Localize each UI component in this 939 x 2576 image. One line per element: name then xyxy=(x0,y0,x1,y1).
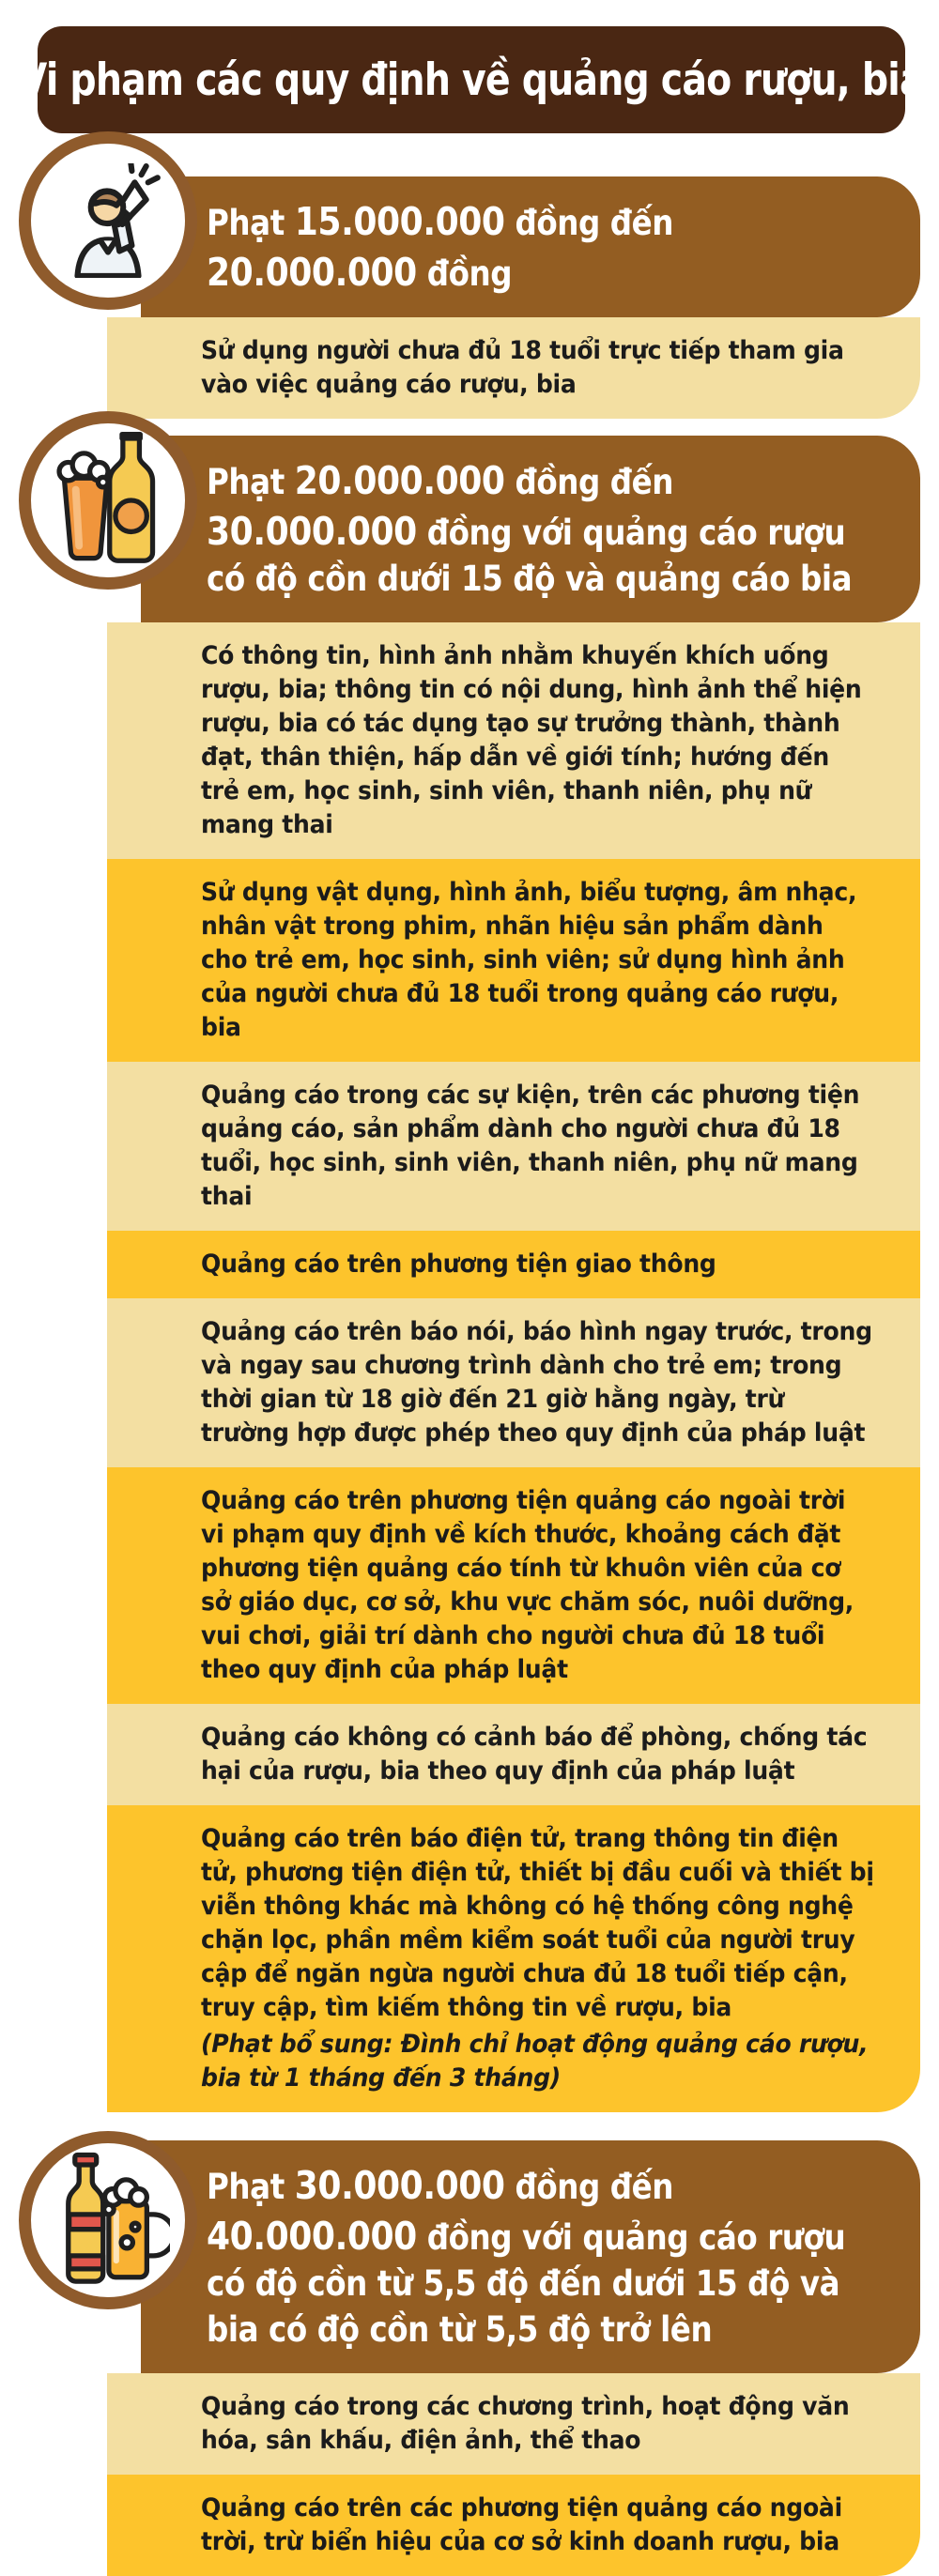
fine-post: đồng với quảng cáo rượu có độ cồn dưới 15 độ và quảng cáo bia xyxy=(207,513,853,600)
page-title: Vi phạm các quy định về quảng cáo rượu, bia xyxy=(19,54,924,106)
fine-pre: Phạt xyxy=(207,203,285,243)
violation-text: Sử dụng người chưa đủ 18 tuổi trực tiếp tham gia vào việc quảng cáo rượu, bia xyxy=(201,336,844,400)
note-body: Đình chỉ hoạt động quảng cáo rượu, bia từ 1 tháng đến 3 tháng) xyxy=(201,2030,869,2093)
fine-amount-from: 30.000.000 xyxy=(294,2163,505,2209)
beer-glass-and-bottle-icon xyxy=(46,430,170,571)
fine-amount-to: 30.000.000 xyxy=(207,509,417,555)
fine-mid: đồng đến xyxy=(515,462,674,503)
fine-post: đồng xyxy=(426,253,513,295)
section-fine-15-20 xyxy=(0,176,939,419)
violation-item xyxy=(107,2373,920,2475)
violation-text: Sử dụng vật dụng, hình ảnh, biểu tượng, âm nhạc, nhân vật trong phim, nhãn hiệu sản phẩm dành cho trẻ em, học sinh, sinh viên; sử dụng hình ảnh của người chưa đủ 18 tuổi trong quảng cáo rượu, bia xyxy=(201,878,857,1043)
section-fine-20-30 xyxy=(0,436,939,2112)
fine-header-bar xyxy=(141,176,920,317)
violation-item xyxy=(107,1062,920,1231)
fine-header-text xyxy=(207,455,880,603)
title-banner xyxy=(19,26,924,133)
violation-text: Quảng cáo trên phương tiện giao thông xyxy=(201,1250,716,1280)
supplementary-penalty-note xyxy=(201,2028,875,2095)
violation-item xyxy=(107,622,920,859)
fine-header-text xyxy=(207,2160,880,2354)
fine-amount-from: 15.000.000 xyxy=(294,199,505,244)
fine-amount-to: 20.000.000 xyxy=(207,250,417,296)
violation-item xyxy=(107,859,920,1062)
fine-mid: đồng đến xyxy=(515,2167,674,2208)
violation-item xyxy=(107,317,920,419)
fine-header-bar xyxy=(141,2140,920,2373)
fine-pre: Phạt xyxy=(207,462,285,503)
violation-text: Có thông tin, hình ảnh nhằm khuyến khích uống rượu, bia; thông tin có nội dung, hình ảnh thể hiện rượu, bia có tác dụng tạo sự trưởng thành, thành đạt, thân thiện, hấp dẫn về giới tính; hướng đến trẻ em, học sinh, sinh viên, thanh niên, phụ nữ mang thai xyxy=(201,641,862,840)
fine-amount-to: 40.000.000 xyxy=(207,2214,417,2260)
violation-text: Quảng cáo trên phương tiện quảng cáo ngoài trời vi phạm quy định về kích thước, khoảng cách đặt phương tiện quảng cáo tính từ khuôn viên của cơ sở giáo dục, cơ sở, khu vực chăm sóc, nuôi dưỡng, vui chơi, giải trí dành cho người chưa đủ 18 tuổi theo quy định của pháp luật xyxy=(201,1486,854,1685)
violation-item xyxy=(107,1298,920,1467)
violation-list xyxy=(107,622,920,2112)
violation-item xyxy=(107,1231,920,1298)
fine-badge xyxy=(19,2131,197,2309)
fine-badge xyxy=(19,131,197,310)
violation-item xyxy=(107,2475,920,2576)
fine-header-text xyxy=(207,196,880,298)
violation-item xyxy=(107,1467,920,1704)
violation-item xyxy=(107,1805,920,2112)
fine-pre: Phạt xyxy=(207,2167,285,2208)
violation-text: Quảng cáo trên các phương tiện quảng cáo ngoài trời, trừ biển hiệu của cơ sở kinh doanh rượu, bia xyxy=(201,2493,842,2557)
fine-amount-from: 20.000.000 xyxy=(294,458,505,504)
note-lead: (Phạt bổ sung: xyxy=(201,2030,393,2060)
fine-post: đồng với quảng cáo rượu có độ cồn từ 5,5 độ đến dưới 15 độ và bia có độ cồn từ 5,5 độ trở lên xyxy=(207,2217,846,2351)
person-with-megaphone-icon xyxy=(51,163,165,278)
fine-badge xyxy=(19,411,197,590)
bottle-and-beer-mug-icon xyxy=(46,2150,170,2291)
violation-text: Quảng cáo trên báo nói, báo hình ngay trước, trong và ngay sau chương trình dành cho trẻ em; trong thời gian từ 18 giờ đến 21 giờ hằng ngày, trừ trường hợp được phép theo quy định của pháp luật xyxy=(201,1317,872,1449)
fine-mid: đồng đến xyxy=(515,203,674,243)
section-fine-30-40 xyxy=(0,2140,939,2576)
violation-text: Quảng cáo không có cảnh báo để phòng, chống tác hại của rượu, bia theo quy định của pháp luật xyxy=(201,1723,868,1786)
violation-text: Quảng cáo trên báo điện tử, trang thông tin điện tử, phương tiện điện tử, thiết bị đầu cuối và thiết bị viễn thông khác mà không có hệ thống công nghệ chặn lọc, phần mềm kiểm soát tuổi của người truy cập để ngăn ngừa người chưa đủ 18 tuổi tiếp cận, truy cập, tìm kiếm thông tin về rượu, bia xyxy=(201,1824,874,2023)
violation-text: Quảng cáo trong các sự kiện, trên các phương tiện quảng cáo, sản phẩm dành cho người chưa đủ 18 tuổi, học sinh, sinh viên, thanh niên, phụ nữ mang thai xyxy=(201,1081,860,1212)
violation-item xyxy=(107,1704,920,1805)
violation-text: Quảng cáo trong các chương trình, hoạt động văn hóa, sân khấu, điện ảnh, thể thao xyxy=(201,2392,850,2456)
fine-header-bar xyxy=(141,436,920,622)
violation-list xyxy=(107,2373,920,2576)
violation-list xyxy=(107,317,920,419)
